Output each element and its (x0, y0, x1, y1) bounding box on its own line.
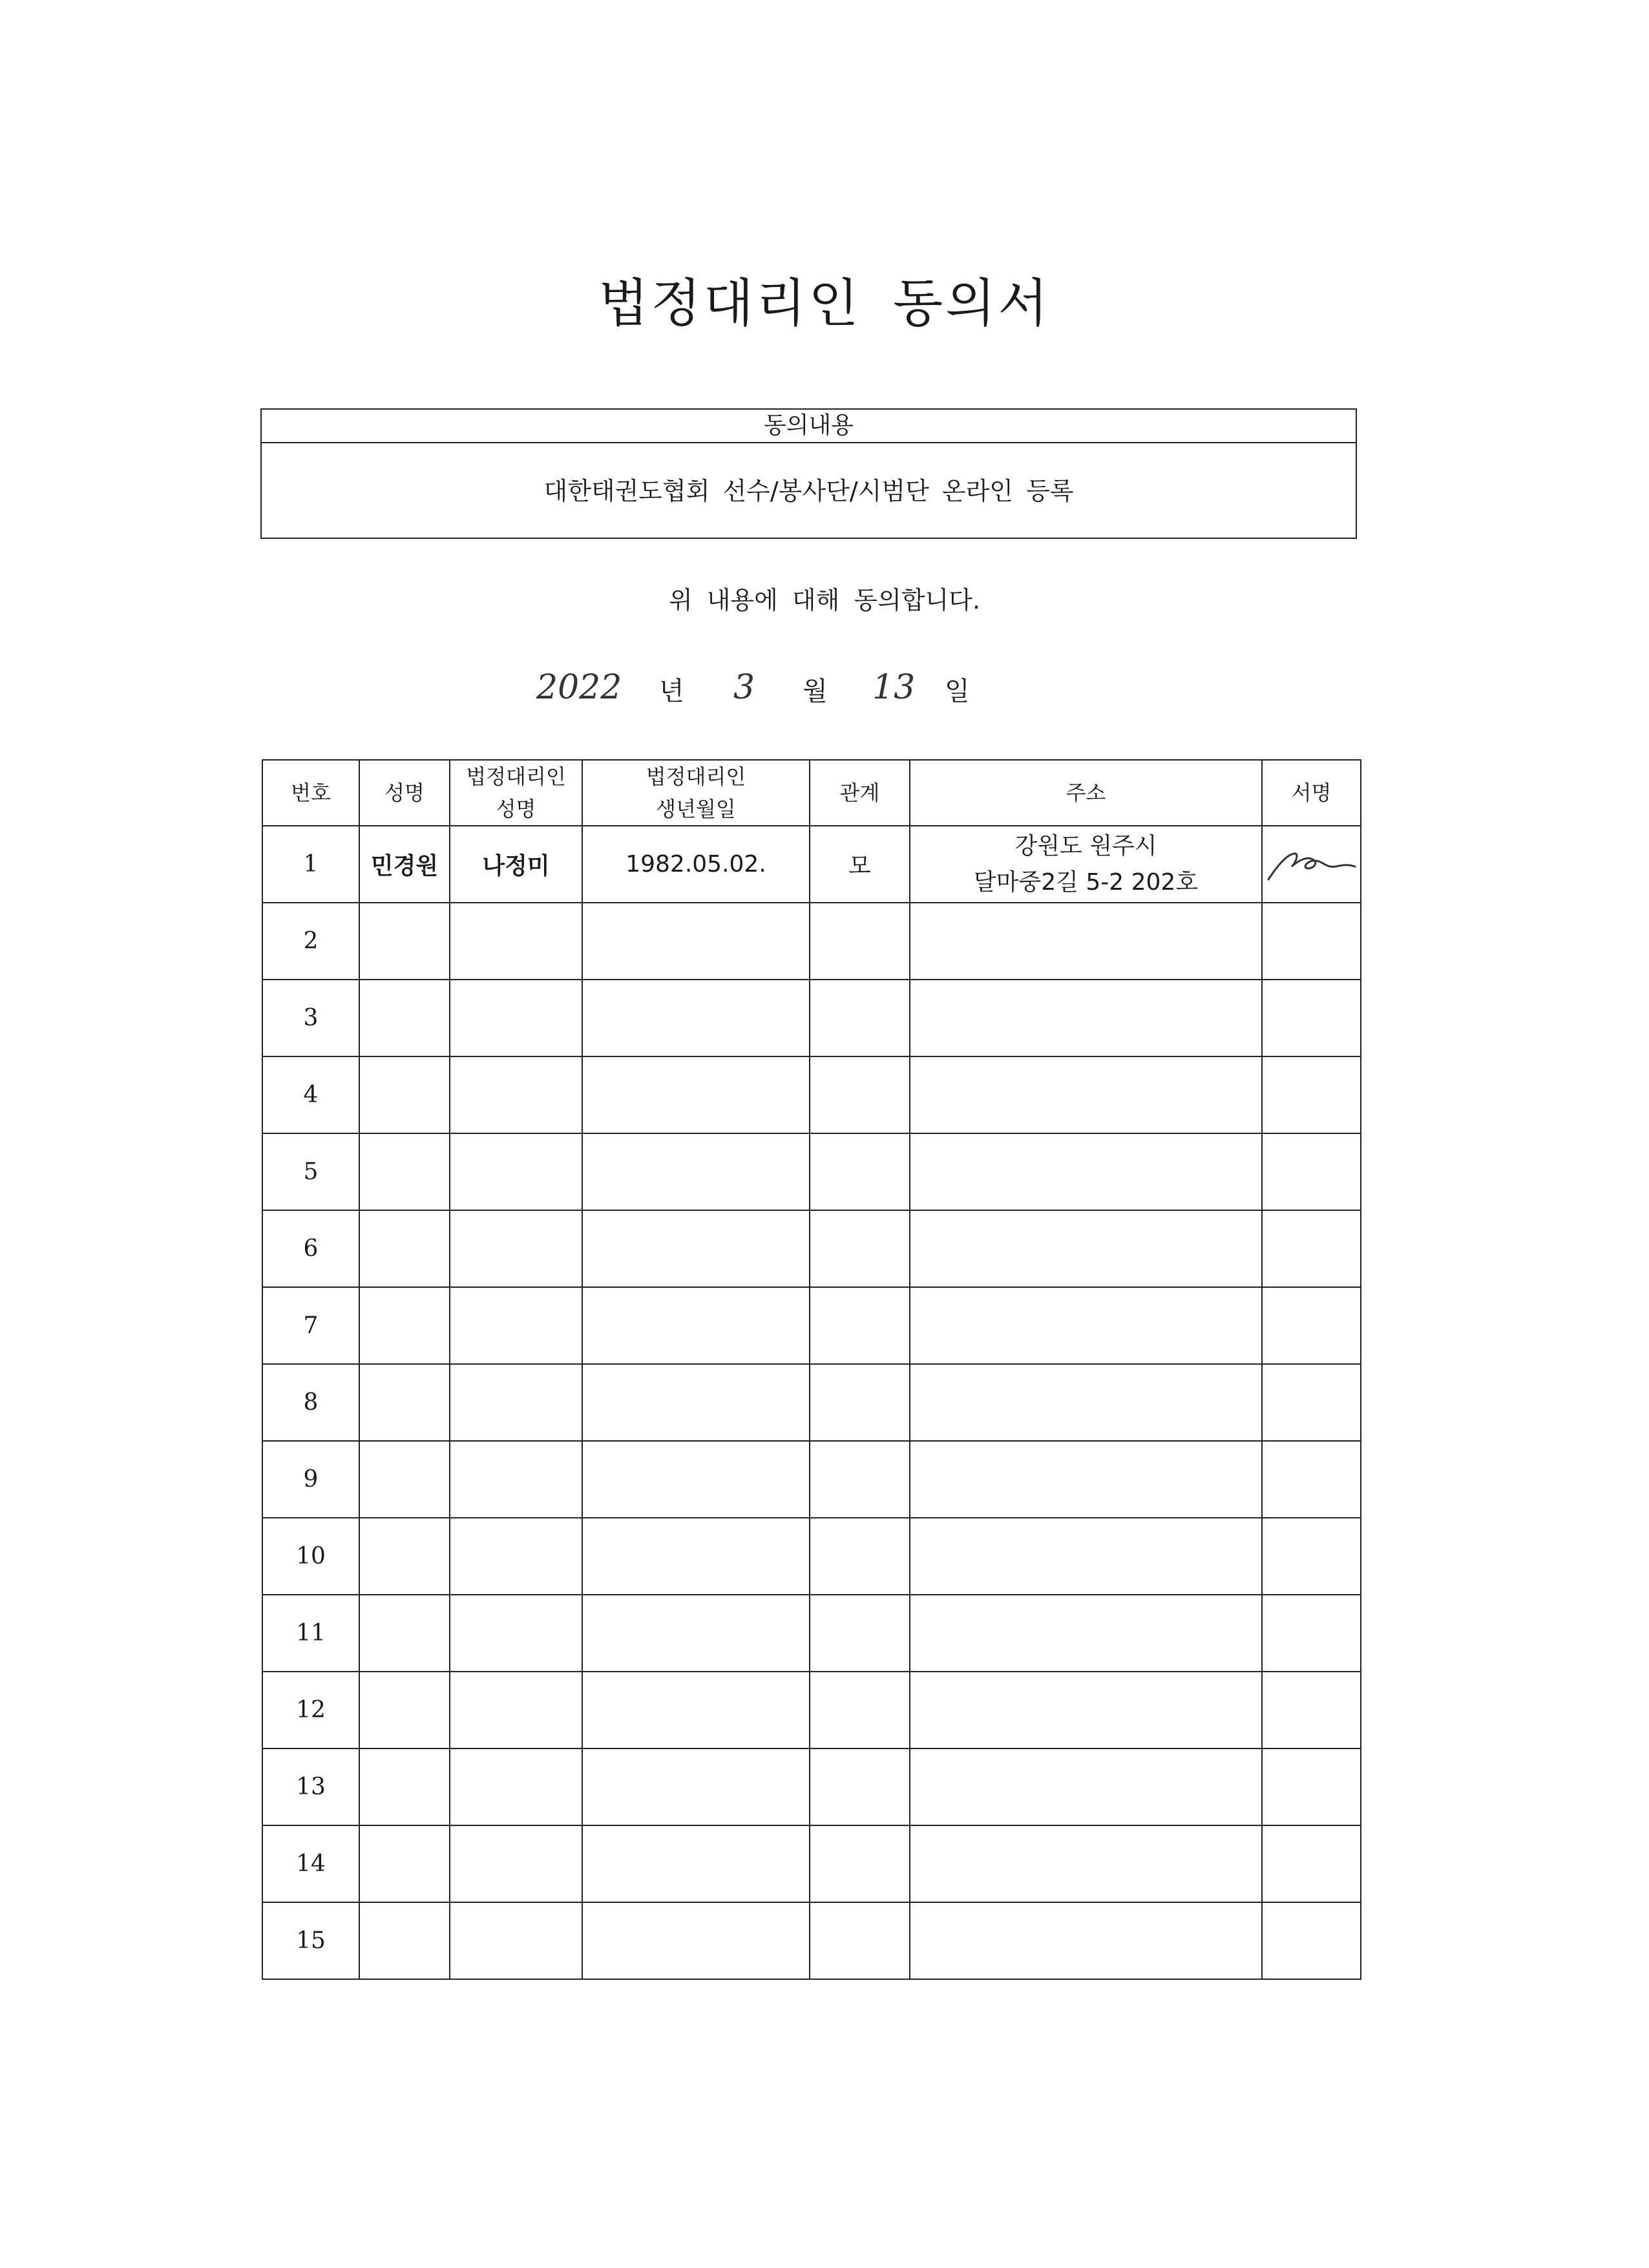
empty-cell (910, 1133, 1262, 1210)
row-number: 5 (262, 1133, 359, 1210)
empty-cell (450, 1825, 582, 1902)
empty-cell (1262, 1210, 1361, 1287)
table-row (262, 1441, 1361, 1518)
row-number: 2 (262, 903, 359, 980)
empty-cell (582, 1364, 810, 1441)
empty-cell (450, 1056, 582, 1133)
table-row (262, 1672, 1361, 1748)
empty-cell (1262, 1902, 1361, 1979)
table-row (262, 1364, 1361, 1441)
empty-cell (810, 1902, 910, 1979)
empty-cell (450, 1364, 582, 1441)
header-guardian-birth-line1: 법정대리인 (646, 764, 746, 789)
empty-cell (359, 1825, 450, 1902)
table-row (262, 1825, 1361, 1902)
empty-cell (359, 1518, 450, 1595)
agreement-text: 위 내용에 대해 동의합니다. (668, 586, 981, 614)
empty-cell (1262, 1441, 1361, 1518)
empty-cell (1262, 1595, 1361, 1672)
empty-cell (1262, 1825, 1361, 1902)
empty-cell (359, 1364, 450, 1441)
empty-cell (810, 1287, 910, 1364)
row-number: 7 (262, 1287, 359, 1364)
empty-cell (450, 980, 582, 1056)
empty-cell (810, 1518, 910, 1595)
empty-cell (1262, 1518, 1361, 1595)
empty-cell (910, 1672, 1262, 1748)
table-row (262, 980, 1361, 1056)
empty-cell (910, 903, 1262, 980)
empty-cell (810, 903, 910, 980)
empty-cell (810, 1672, 910, 1748)
empty-cell (359, 1595, 450, 1672)
empty-cell (582, 1133, 810, 1210)
address (910, 826, 1262, 903)
header-address: 주소 (910, 760, 1262, 826)
empty-cell (910, 1595, 1262, 1672)
empty-cell (1262, 1672, 1361, 1748)
empty-cell (810, 1748, 910, 1825)
empty-cell (359, 1210, 450, 1287)
header-guardian-birth (582, 760, 810, 826)
empty-cell (450, 1595, 582, 1672)
empty-cell (810, 1441, 910, 1518)
header-guardian-name-line2: 성명 (496, 797, 536, 821)
table-row (262, 1595, 1361, 1672)
guardian-birth: 1982.05.02. (582, 826, 810, 903)
empty-cell (910, 1056, 1262, 1133)
empty-cell (450, 1210, 582, 1287)
empty-cell (810, 1056, 910, 1133)
table-row (262, 1133, 1361, 1210)
empty-cell (910, 1287, 1262, 1364)
empty-cell (582, 1825, 810, 1902)
address-line2: 달마중2길 5-2 202호 (973, 868, 1199, 896)
empty-cell (1262, 980, 1361, 1056)
date-month-unit: 월 (803, 677, 828, 706)
empty-cell (359, 1056, 450, 1133)
empty-cell (582, 1287, 810, 1364)
guardian-name: 나정미 (450, 826, 582, 903)
signature-cell (1262, 826, 1361, 903)
empty-cell (910, 1825, 1262, 1902)
address-line1: 강원도 원주시 (1014, 832, 1157, 859)
consent-header: 동의내용 (262, 410, 1356, 443)
empty-cell (582, 1595, 810, 1672)
empty-cell (910, 1902, 1262, 1979)
empty-cell (810, 1133, 910, 1210)
relation: 모 (810, 826, 910, 903)
empty-cell (582, 1902, 810, 1979)
row-number: 14 (262, 1825, 359, 1902)
empty-cell (582, 1210, 810, 1287)
header-number: 번호 (262, 760, 359, 826)
header-name: 성명 (359, 760, 450, 826)
empty-cell (810, 1825, 910, 1902)
row-number: 8 (262, 1364, 359, 1441)
table-row (262, 1748, 1361, 1825)
row-number: 9 (262, 1441, 359, 1518)
empty-cell (359, 1133, 450, 1210)
header-signature: 서명 (1262, 760, 1361, 826)
table-row (262, 1287, 1361, 1364)
empty-cell (359, 1748, 450, 1825)
date-day: 13 (872, 668, 916, 707)
header-relation: 관계 (810, 760, 910, 826)
empty-cell (359, 1672, 450, 1748)
row-number: 3 (262, 980, 359, 1056)
empty-cell (582, 1518, 810, 1595)
empty-cell (359, 1287, 450, 1364)
empty-cell (582, 1441, 810, 1518)
date-row (0, 664, 1649, 716)
empty-cell (582, 1748, 810, 1825)
consent-box (260, 408, 1357, 539)
date-year: 2022 (536, 668, 622, 707)
empty-cell (910, 980, 1262, 1056)
table-row (262, 903, 1361, 980)
empty-cell (359, 1441, 450, 1518)
header-guardian-birth-line2: 생년월일 (656, 797, 736, 821)
header-guardian-name-line1: 법정대리인 (466, 764, 566, 789)
table-row (262, 1210, 1361, 1287)
row-number: 1 (262, 826, 359, 903)
empty-cell (810, 1210, 910, 1287)
empty-cell (582, 980, 810, 1056)
table-row (262, 1518, 1361, 1595)
row-number: 6 (262, 1210, 359, 1287)
empty-cell (450, 1672, 582, 1748)
page-title: 법정대리인 동의서 (598, 273, 1051, 333)
header-guardian-name (450, 760, 582, 826)
date-day-unit: 일 (945, 677, 970, 706)
table-row (262, 1902, 1361, 1979)
empty-cell (810, 1364, 910, 1441)
row-number: 10 (262, 1518, 359, 1595)
empty-cell (810, 980, 910, 1056)
empty-cell (359, 980, 450, 1056)
empty-cell (1262, 1056, 1361, 1133)
student-name: 민경원 (359, 826, 450, 903)
empty-cell (1262, 1133, 1361, 1210)
row-number: 15 (262, 1902, 359, 1979)
empty-cell (450, 903, 582, 980)
row-number: 12 (262, 1672, 359, 1748)
registration-table (262, 759, 1361, 1980)
empty-cell (359, 1902, 450, 1979)
empty-cell (450, 1441, 582, 1518)
empty-cell (582, 1672, 810, 1748)
row-number: 13 (262, 1748, 359, 1825)
table-row (262, 826, 1361, 903)
empty-cell (359, 903, 450, 980)
empty-cell (450, 1902, 582, 1979)
empty-cell (910, 1518, 1262, 1595)
empty-cell (810, 1595, 910, 1672)
empty-cell (1262, 1748, 1361, 1825)
empty-cell (450, 1518, 582, 1595)
empty-cell (910, 1364, 1262, 1441)
empty-cell (910, 1441, 1262, 1518)
empty-cell (582, 1056, 810, 1133)
empty-cell (582, 903, 810, 980)
empty-cell (1262, 903, 1361, 980)
date-year-unit: 년 (659, 677, 684, 706)
row-number: 11 (262, 1595, 359, 1672)
empty-cell (1262, 1364, 1361, 1441)
empty-cell (910, 1748, 1262, 1825)
empty-cell (1262, 1287, 1361, 1364)
consent-content: 대한태권도협회 선수/봉사단/시범단 온라인 등록 (543, 477, 1074, 505)
row-number: 4 (262, 1056, 359, 1133)
empty-cell (910, 1210, 1262, 1287)
empty-cell (450, 1748, 582, 1825)
handwritten-signature (1263, 842, 1360, 887)
date-month: 3 (733, 668, 755, 707)
table-row (262, 1056, 1361, 1133)
table-header-row (262, 760, 1361, 826)
empty-cell (450, 1287, 582, 1364)
empty-cell (450, 1133, 582, 1210)
